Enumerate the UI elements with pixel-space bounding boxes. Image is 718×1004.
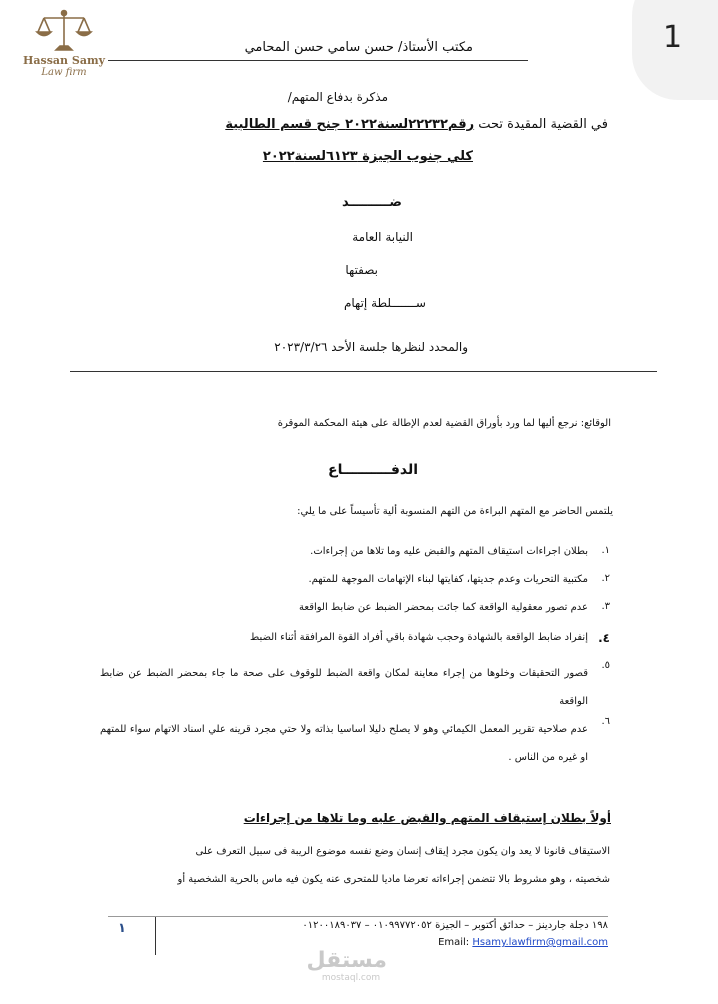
email-link[interactable]: Hsamy.lawfirm@gmail.com <box>472 937 608 948</box>
case-line-2: كلي جنوب الجيزة ٦١٢٣لسنة٢٠٢٢ <box>262 149 473 164</box>
point-text: قصور التحقيقات وخلوها من إجراء معاينة لمكان واقعة الضبط للوقوف على صحة ما جاء بمحضر الضبط عن ضابط الواقعة <box>100 668 588 707</box>
case-prefix: في القضية المقيدة تحت <box>474 117 608 132</box>
section-1-line-2: شخصيته ، وهو مشروط بالا تتضمن إجراءاته تعرضا ماديا للمتحرى عنه يكون فيه ماس بالحرية الشخصية أو <box>177 874 610 885</box>
capacity: بصفتها <box>345 263 378 277</box>
point-number: ١. <box>601 545 610 556</box>
point-number: ٢. <box>601 573 610 584</box>
authority: ســـــــلطة إتهام <box>343 296 426 310</box>
header-divider <box>108 60 528 61</box>
point-number: ٥. <box>601 660 610 671</box>
prosecution: النيابة العامة <box>352 230 413 244</box>
defense-heading: الدفــــــــــاع <box>328 462 418 478</box>
session-label: والمحدد لنظرها جلسة الأحد <box>327 340 468 354</box>
point-text: عدم تصور معقولية الواقعة كما جائت بمحضر الضبط عن ضابط الواقعة <box>299 602 588 613</box>
case-number: رقم٢٢٢٣٢لسنة٢٠٢٢ جنح قسم الطالبية <box>225 117 475 132</box>
firm-logo <box>22 6 106 76</box>
session-line <box>274 340 468 354</box>
facts-paragraph: الوقائع: نرجع أليها لما ورد بأوراق القضية لعدم الإطالة على هيئة المحكمة الموقرة <box>277 418 611 429</box>
watermark-logo-text: مستقل <box>306 948 387 973</box>
petition-paragraph: يلتمس الحاضر مع المتهم البراءة من التهم المنسوبة ألية تأسيساً على ما يلي: <box>297 506 613 517</box>
footer-address: ١٩٨ دجلة جاردينز – حدائق أكتوبر – الجيزة ٠١٠٩٩٧٧٢٠٥٢ – ٠١٢٠٠١٨٩٠٣٧ <box>302 920 608 931</box>
point-number: ٦. <box>601 716 610 727</box>
against-heading: ضـــــــــد <box>341 195 402 210</box>
office-header: مكتب الأستاذ/ حسن سامي حسن المحامي <box>244 40 473 55</box>
point-text: عدم صلاحية تقرير المعمل الكيمائي وهو لا يصلح دليلا اساسيا بذاته ولا حتي مجرد قرينه علي اسناد الاتهام سواء للمتهم او غيره من الناس . <box>100 724 588 763</box>
email-label: Email: <box>438 937 473 948</box>
watermark <box>306 948 387 983</box>
scales-of-justice-icon <box>34 8 94 54</box>
point-number: ٣. <box>601 601 610 612</box>
point-text: بطلان اجراءات استيقاف المتهم والقبض عليه وما تلاها من إجراءات. <box>310 546 588 557</box>
logo-subtitle: Law firm <box>41 67 87 78</box>
footer-vertical-divider <box>155 917 156 955</box>
memo-title: مذكرة بدفاع المتهم/ <box>287 90 388 104</box>
footer-divider <box>108 916 608 917</box>
footer-page-number: ١ <box>118 921 126 936</box>
page-badge-number: 1 <box>663 20 683 55</box>
point-text: مكتبية التحريات وعدم جديتها، كفايتها لبناء الإتهامات الموجهة للمتهم. <box>308 574 588 585</box>
watermark-url: mostaql.com <box>321 973 381 983</box>
section-divider <box>70 371 657 372</box>
section-1-heading: أولاً بطلان إستيقاف المتهم والقبض عليه وما تلاها من إجراءات <box>243 811 611 825</box>
case-line-1 <box>225 117 608 132</box>
point-text: إنفراد ضابط الواقعة بالشهادة وحجب شهادة باقي أفراد القوة المرافقة أثناء الضبط <box>249 632 588 643</box>
section-1-line-1: الاستيقاف قانونا لا يعد وان يكون مجرد إيقاف إنسان وضع نفسه موضوع الريبة فى سبيل التعرف على <box>195 846 610 857</box>
logo-name: Hassan Samy <box>23 54 105 67</box>
footer-email-line <box>438 937 608 948</box>
point-number: ٤. <box>598 631 610 645</box>
session-date: ٢٠٢٣/٣/٢٦ <box>274 340 328 354</box>
